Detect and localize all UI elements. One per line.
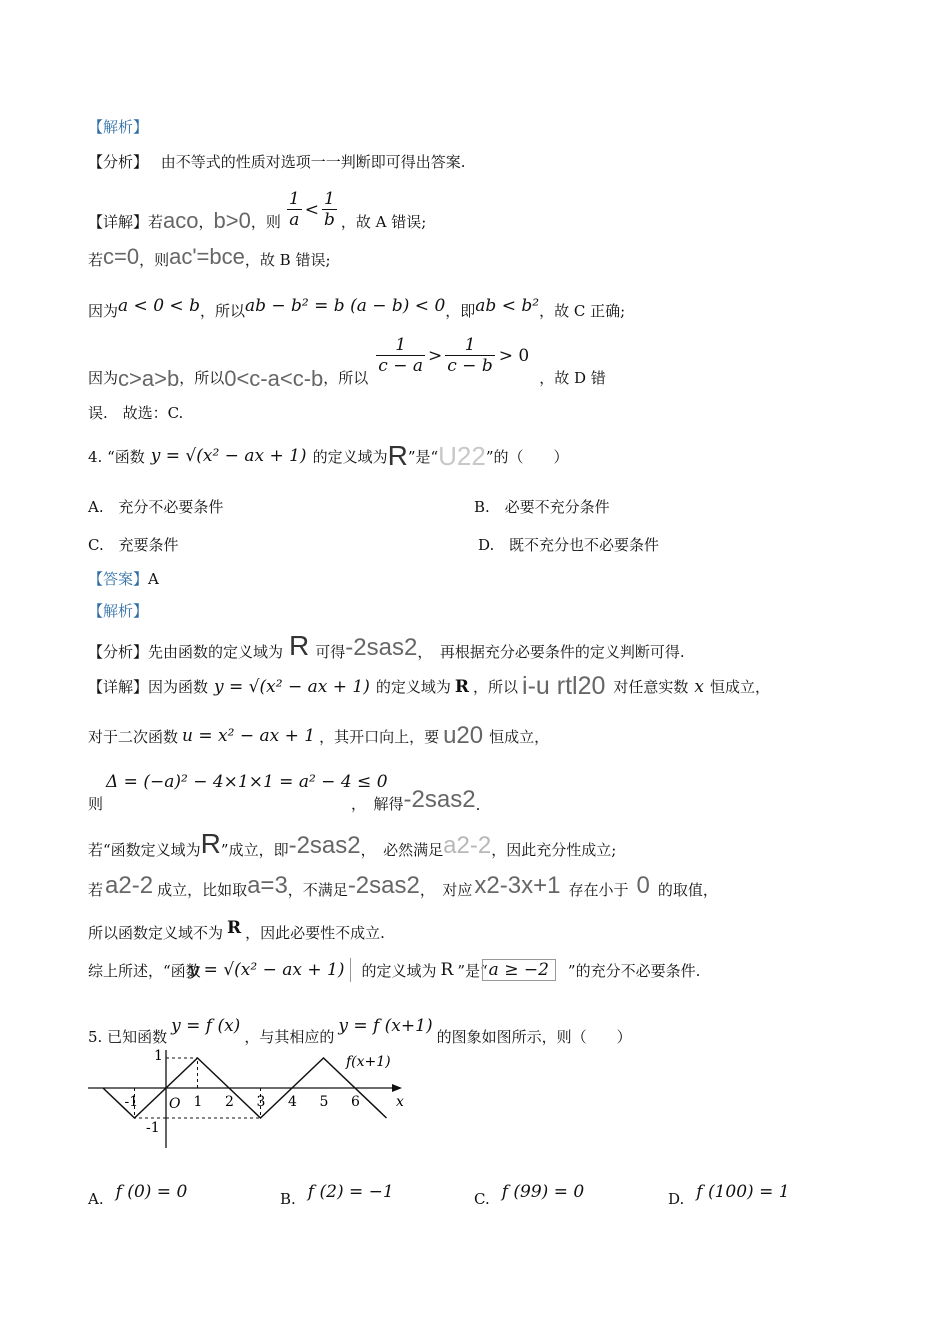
q4-l2-1: 对于二次函数 xyxy=(88,727,179,746)
q3-option-c-line xyxy=(88,290,625,321)
q4-option-a-text: 充分不必要条件 xyxy=(118,498,224,516)
q4-l5-1: 若 xyxy=(88,881,104,899)
q4-line3 xyxy=(88,786,480,814)
q3-a-ruo: 若 xyxy=(148,213,164,231)
q5-option-a-text: f (0) = 0 xyxy=(115,1182,188,1202)
q5-graph-x-tick-2: 2 xyxy=(225,1094,234,1110)
q5-stem-f: y = f (x) xyxy=(171,1015,241,1036)
q4-option-b-text: 必要不充分条件 xyxy=(504,498,610,516)
q4-l2-2: ，其开口向上，要 xyxy=(319,727,440,746)
q4-l5-4: ， 对应 xyxy=(419,881,473,899)
q4-l3-delta: Δ = (−a)² − 4×1×1 = a² − 4 ≤ 0 xyxy=(106,772,388,792)
q4-xj-4: 对任意实数 xyxy=(613,678,689,696)
q5-graph-y-tick-1: -1 xyxy=(146,1120,160,1136)
q4-l4-2: ”成立，即 xyxy=(220,841,289,859)
q3-a-frac1-num: 1 xyxy=(288,189,300,209)
q4-line6 xyxy=(88,918,385,946)
q3-a-cond1: aco xyxy=(163,208,199,233)
q4-l4-range: -2sas2 xyxy=(288,832,361,859)
q3-d-frac1-num: 1 xyxy=(376,335,425,356)
q4-answer-line xyxy=(88,568,159,589)
q4-stem-R: R xyxy=(387,440,408,471)
q4-l4-4: ，因此充分性成立; xyxy=(491,841,617,859)
q4-fenxi-3: ， 再根据充分必要条件的定义判断可得. xyxy=(417,643,685,661)
q4-xj-1: 因为函数 xyxy=(148,678,209,696)
q4-xj-5: 恒成立， xyxy=(710,678,771,696)
q4-l7-3: ”是“ xyxy=(457,961,488,980)
q4-xj-R: R xyxy=(454,676,469,697)
q5-stem-f1: y = f (x+1) xyxy=(338,1015,433,1036)
q4-fenxi-range: -2sas2 xyxy=(345,634,418,661)
q4-l5-5: 存在小于 xyxy=(568,881,629,899)
q4-l5-3: ，不满足 xyxy=(287,881,348,899)
q3-fenxi-label: 【分析】 xyxy=(88,153,149,171)
q3-c-suoyi: ，所以 xyxy=(199,302,245,320)
q4-l3-ze: 则 xyxy=(88,795,104,813)
q4-xj-3: ，所以 xyxy=(473,678,519,696)
q3-a-ze: ，则 xyxy=(250,213,281,231)
q3-a-frac1-den: a xyxy=(289,210,300,230)
q3-d-suoyi2: ，所以 xyxy=(323,369,369,387)
q3-d-yinwei: 因为 xyxy=(88,369,119,387)
q4-fenxi-1: 先由函数的定义域为 xyxy=(148,643,284,661)
q5-graph-x-tick-3: 3 xyxy=(256,1094,266,1110)
q5-option-d-letter: D. xyxy=(668,1190,685,1208)
q5-graph xyxy=(84,1042,414,1154)
q4-xj-label: 【详解】 xyxy=(88,678,149,696)
q5-graph-origin: O xyxy=(169,1096,181,1112)
q4-option-a[interactable] xyxy=(88,496,223,517)
q4-l5-cond: a2-2 xyxy=(105,872,154,899)
q4-option-d-text: 既不充分也不必要条件 xyxy=(509,536,660,554)
q3-jiexi-label: 【解析】 xyxy=(88,118,149,136)
q4-xiangjie-line xyxy=(88,672,770,701)
q4-xj-func: y = √(x² − ax + 1) xyxy=(214,676,370,697)
q4-stem-tail: ”的（ ） xyxy=(485,447,569,466)
q4-l2-func: u = x² − ax + 1 xyxy=(182,726,316,746)
q4-stem xyxy=(88,440,569,472)
q5-stem-pre: 5. 已知函数 xyxy=(88,1028,168,1046)
q5-graph-x-tick-6: 6 xyxy=(351,1094,360,1110)
q3-d-gt0: > 0 xyxy=(498,345,530,366)
q3-fenxi-text: 由不等式的性质对选项一一判断即可得出答案. xyxy=(160,153,466,171)
q3-c-tail: ，故 C 正确; xyxy=(539,302,626,320)
q3-a-frac2-num: 1 xyxy=(322,189,337,210)
q4-l4-R: R xyxy=(200,828,221,859)
q4-l7-2: 的定义域为 xyxy=(361,961,437,980)
q4-xj-cond: i-u rtl20 xyxy=(522,672,606,700)
q4-option-b[interactable] xyxy=(474,496,610,517)
q4-daan-label: 【答案】 xyxy=(88,570,149,588)
q4-line7 xyxy=(88,958,700,982)
q3-a-comma: ， xyxy=(198,213,214,231)
q4-fenxi-line xyxy=(88,630,685,662)
q4-line2 xyxy=(88,722,549,750)
q3-b-ruo: 若 xyxy=(88,251,104,269)
q3-d-frac2-num: 1 xyxy=(445,335,494,356)
q4-l6-1: 所以函数定义域不为 xyxy=(88,923,224,942)
q5-graph-x-tick-1: 1 xyxy=(193,1094,203,1110)
q4-line5 xyxy=(88,872,718,900)
q3-a-frac2-den: b xyxy=(323,210,335,230)
q3-xiangjie-label: 【详解】 xyxy=(88,213,149,231)
q5-option-d-text: f (100) = 1 xyxy=(696,1182,790,1202)
q3-d-tail: ，故 D 错 xyxy=(539,369,606,387)
q3-d-tail2: 误. xyxy=(88,404,108,422)
q4-l2-cond: u20 xyxy=(443,722,484,749)
q3-d-inequality xyxy=(376,335,529,376)
q4-l6-R: R xyxy=(227,918,242,938)
q4-l5-2: 成立，比如取 xyxy=(157,881,248,899)
q5-graph-x-tick-0: -1 xyxy=(124,1094,139,1110)
q3-choose: 故选：C. xyxy=(122,404,184,422)
q4-line4 xyxy=(88,828,616,860)
q4-stem-pre: 4. “函数 xyxy=(88,447,145,466)
q4-stem-cond: U22 xyxy=(438,440,486,471)
q5-graph-x-tick-4: 4 xyxy=(288,1094,297,1110)
q3-d-mid: 0<c-a<c-b xyxy=(224,366,324,391)
q4-option-b-letter: B. xyxy=(474,498,490,516)
q3-a-inequality xyxy=(287,189,337,230)
q4-xj-x: x xyxy=(694,676,704,697)
q4-stem-mid: 的定义域为 xyxy=(312,447,388,466)
q3-option-b-line xyxy=(88,244,331,270)
q3-option-d-line xyxy=(88,332,606,392)
q4-l5-expr: x2-3x+1 xyxy=(474,872,561,899)
q4-l4-cond: a2-2 xyxy=(443,832,492,859)
q5-option-b[interactable] xyxy=(280,1182,394,1208)
q3-a-cond2: b>0 xyxy=(213,208,251,233)
q4-stem-shi: ”是“ xyxy=(407,447,439,466)
q5-graph-tick-labels xyxy=(125,1048,361,1136)
q4-option-d[interactable] xyxy=(478,534,659,555)
q4-l3-range: -2sas2 xyxy=(403,786,476,813)
q3-d-frac2-den: c − b xyxy=(447,356,493,376)
q4-jiexi-label: 【解析】 xyxy=(88,602,149,620)
q4-l3-dot: . xyxy=(475,796,481,814)
q5-graph-axis-x: x xyxy=(396,1094,404,1110)
q3-fenxi-line xyxy=(88,151,466,172)
q4-option-c-letter: C. xyxy=(88,536,104,554)
q4-option-c[interactable] xyxy=(88,534,179,555)
q5-stem-mid: ，与其相应的 xyxy=(244,1028,335,1046)
q4-fenxi-R: R xyxy=(289,630,310,661)
q4-l2-3: 恒成立， xyxy=(489,727,550,746)
q3-b-tail: ，故 B 错误; xyxy=(244,251,331,269)
q3-d-gt: > xyxy=(428,345,443,366)
q4-l3-jiede: ， 解得 xyxy=(351,795,404,813)
q3-d-suoyi1: ，所以 xyxy=(179,369,225,387)
q4-l4-3: ， 必然满足 xyxy=(360,841,444,859)
q3-c-yinwei: 因为 xyxy=(88,302,119,320)
q4-l4-1: 若“函数定义域为 xyxy=(88,841,201,859)
q4-l5-range: -2sas2 xyxy=(347,872,420,899)
q5-stem-tail: 的图象如图所示，则（ ） xyxy=(436,1028,632,1046)
q5-option-b-letter: B. xyxy=(280,1190,296,1208)
q3-a-lt: < xyxy=(304,199,319,220)
q3-d-cond: c>a>b xyxy=(118,366,180,391)
q4-stem-func: y = √(x² − ax + 1) xyxy=(150,446,307,466)
q5-option-a[interactable] xyxy=(88,1182,188,1208)
q3-b-ze: ，则 xyxy=(139,251,170,269)
q4-xj-2: 的定义域为 xyxy=(375,678,451,696)
q5-graph-x-tick-5: 5 xyxy=(319,1094,329,1110)
q3-c-expr: ab − b² = b (a − b) < 0 xyxy=(244,295,446,316)
q5-option-c[interactable] xyxy=(474,1182,585,1208)
q3-choose-line xyxy=(88,402,183,423)
q4-l5-6: 的取值， xyxy=(657,881,718,899)
q4-fenxi-label: 【分析】 xyxy=(88,643,149,661)
q5-option-c-text: f (99) = 0 xyxy=(501,1182,585,1202)
q5-option-b-text: f (2) = −1 xyxy=(307,1182,394,1202)
q5-graph-y-tick-0: 1 xyxy=(154,1048,163,1064)
q4-l7-func: y = √(x² − ax + 1) xyxy=(189,958,352,982)
q4-option-d-letter: D. xyxy=(478,536,495,554)
q4-fenxi-2: 可得 xyxy=(315,643,346,661)
q3-option-a-line xyxy=(88,180,426,240)
q3-d-frac1-den: c − a xyxy=(378,356,423,376)
q3-c-res: ab < b² xyxy=(475,295,540,316)
q4-option-a-letter: A. xyxy=(88,498,104,516)
q4-l7-1: 综上所述，“函数 xyxy=(88,961,201,980)
q5-option-a-letter: A. xyxy=(88,1190,104,1208)
q4-option-c-text: 充要条件 xyxy=(118,536,179,554)
q4-l6-2: ，因此必要性不成立. xyxy=(245,923,385,942)
q3-a-tail: ，故 A 错误; xyxy=(340,213,427,231)
q5-graph-curve-label: f(x+1) xyxy=(346,1054,391,1070)
q4-l7-cond: a ≥ −2 xyxy=(482,959,556,981)
q4-daan: A xyxy=(148,570,159,588)
q3-b-cond: c=0 xyxy=(103,244,140,269)
q4-l5-zero: 0 xyxy=(636,872,650,899)
q5-option-c-letter: C. xyxy=(474,1190,490,1208)
q4-l5-val: a=3 xyxy=(247,872,288,899)
q5-option-d[interactable] xyxy=(668,1182,790,1208)
q4-l7-4: ”的充分不必要条件. xyxy=(567,961,701,980)
q3-c-ji: ，即 xyxy=(445,302,476,320)
q4-l7-R: R xyxy=(440,960,454,980)
q3-c-cond: a < 0 < b xyxy=(118,295,200,316)
q3-b-eq: ac'=bce xyxy=(169,244,245,269)
